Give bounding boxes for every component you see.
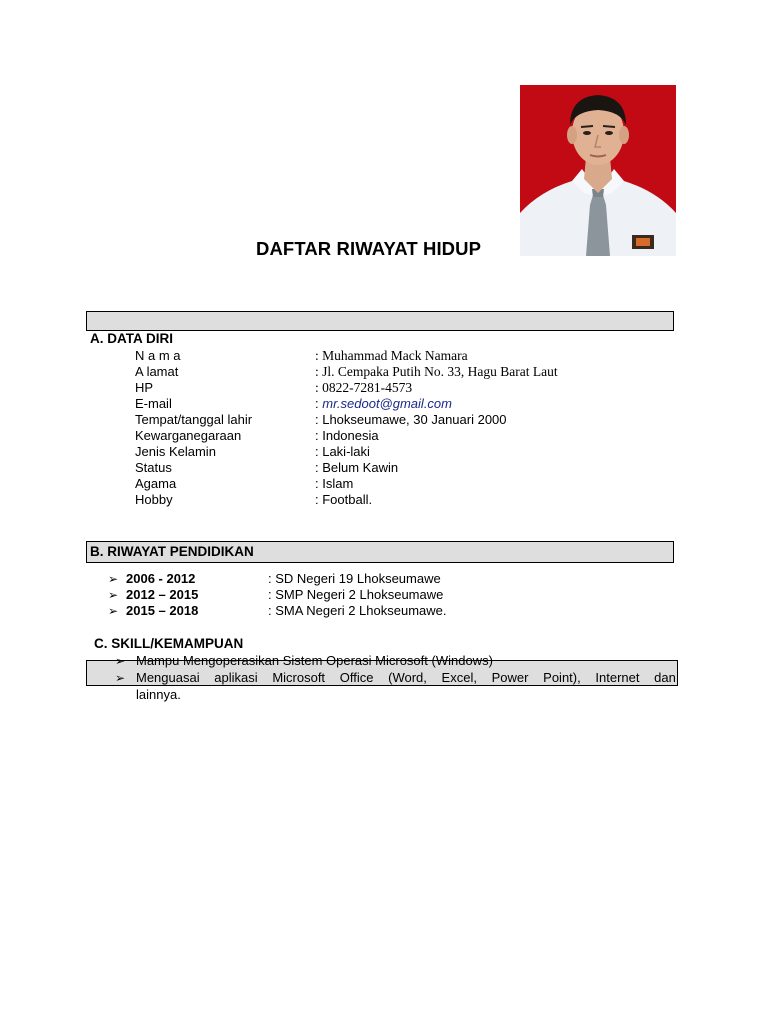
skill-word: Office: [339, 670, 374, 685]
skill-word: Microsoft: [272, 670, 326, 685]
profile-photo: [520, 85, 676, 256]
info-label: HP: [135, 380, 154, 395]
skill-word: Internet: [595, 670, 640, 685]
info-label: Agama: [135, 476, 177, 491]
education-year: 2006 - 2012: [126, 571, 196, 586]
info-value: : Laki-laki: [315, 444, 370, 459]
arrow-bullet-icon: ➢: [115, 654, 126, 668]
info-label: N a m a: [135, 348, 181, 363]
portrait-photo-icon: [520, 85, 676, 256]
education-school: : SD Negeri 19 Lhokseumawe: [268, 571, 441, 586]
section-b-heading: B. RIWAYAT PENDIDIKAN: [90, 544, 254, 559]
skill-word: dan: [654, 670, 676, 685]
skill-word: Menguasai: [136, 670, 200, 685]
info-value: : Belum Kawin: [315, 460, 399, 475]
info-value: : Football.: [315, 492, 373, 507]
education-year: 2015 – 2018: [126, 603, 199, 618]
skill-word: Power: [491, 670, 529, 685]
info-value: : 0822-7281-4573: [315, 380, 413, 395]
skill-word: aplikasi: [214, 670, 258, 685]
info-value: : Islam: [315, 476, 354, 491]
skill-word: Excel,: [441, 670, 477, 685]
arrow-bullet-icon: ➢: [108, 572, 119, 586]
info-value: : Muhammad Mack Namara: [315, 348, 468, 363]
skill-word: Point),: [543, 670, 581, 685]
info-label: E-mail: [135, 396, 172, 411]
info-label: Tempat/tanggal lahir: [135, 412, 253, 427]
skill-text: lainnya.: [136, 687, 181, 702]
education-year: 2012 – 2015: [126, 587, 199, 602]
info-label: Kewarganegaraan: [135, 428, 242, 443]
education-school: : SMP Negeri 2 Lhokseumawe: [268, 587, 444, 602]
info-label: Status: [135, 460, 172, 475]
section-c-heading: C. SKILL/KEMAMPUAN: [94, 636, 244, 651]
info-label: Jenis Kelamin: [135, 444, 216, 459]
skill-word: (Word,: [388, 670, 427, 685]
info-label: Hobby: [135, 492, 173, 507]
arrow-bullet-icon: ➢: [108, 604, 119, 618]
info-label: A lamat: [135, 364, 179, 379]
arrow-bullet-icon: ➢: [115, 671, 126, 685]
section-a-heading: A. DATA DIRI: [90, 331, 173, 346]
page-title: DAFTAR RIWAYAT HIDUP: [256, 238, 482, 259]
info-value: : Indonesia: [315, 428, 379, 443]
skill-text-line: [136, 670, 676, 686]
section-a-box: [86, 311, 674, 331]
info-value: : Jl. Cempaka Putih No. 33, Hagu Barat Laut: [315, 364, 558, 379]
email-link[interactable]: mr.sedoot@gmail.com: [322, 396, 452, 411]
skill-text: Mampu Mengoperasikan Sistem Operasi Microsoft (Windows): [136, 653, 493, 668]
arrow-bullet-icon: ➢: [108, 588, 119, 602]
education-school: : SMA Negeri 2 Lhokseumawe.: [268, 603, 447, 618]
info-value: [315, 396, 452, 412]
email-prefix: :: [315, 396, 323, 411]
info-value: : Lhokseumawe, 30 Januari 2000: [315, 412, 507, 427]
